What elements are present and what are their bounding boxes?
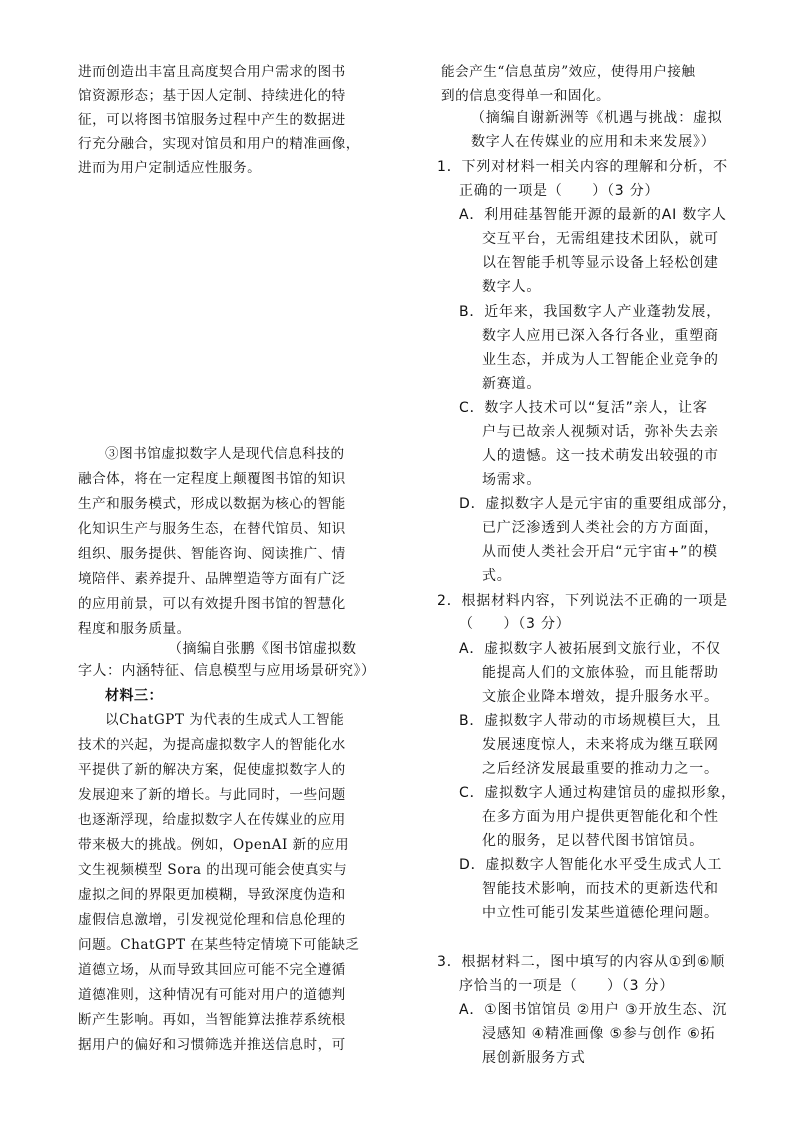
text-line: 据用户的偏好和习惯筛选并推送信息时，可 (78, 1037, 346, 1053)
text-line: 融合体，将在一定程度上颠覆图书馆的知识 (78, 471, 346, 487)
q1-option-a: 以在智能手机等显示设备上轻松创建 (482, 255, 719, 271)
q1-option-c: 场需求。 (482, 472, 542, 488)
q3-option-a: 浸感知 ④精准画像 ⑤参与创作 ⑥拓 (482, 1026, 716, 1042)
text-line: 能会产生“信息茧房”效应，使得用户接触 (441, 64, 696, 80)
text-line: 以ChatGPT 为代表的生成式人工智能 (105, 712, 345, 728)
text-line: 发展迎来了新的增长。与此同时，一些问题 (78, 787, 346, 803)
text-line: 带来极大的挑战。例如，OpenAI 新的应用 (78, 837, 350, 853)
text-line: 进而创造出丰富且高度契合用户需求的图书 (78, 64, 346, 80)
text-line: 也逐渐浮现，给虚拟数字人在传媒业的应用 (78, 812, 346, 828)
source-citation: （摘编自张鹏《图书馆虚拟数 (168, 641, 357, 657)
text-line: 技术的兴起，为提高虚拟数字人的智能化水 (78, 737, 346, 753)
q2-option-d: D．虚拟数字人智能化水平受生成式人工 (459, 857, 723, 873)
text-line: 化知识生产与服务生态，在替代馆员、知识 (78, 521, 346, 537)
q1-option-a: 交互平台，无需组建技术团队，就可 (482, 231, 719, 247)
text-line: 虚拟之间的界限更加模糊，导致深度伪造和 (78, 887, 346, 903)
q2-option-d: 中立性可能引发某些道德伦理问题。 (482, 905, 719, 921)
q1-option-d: 式。 (482, 568, 512, 584)
q1-option-c: 户与已故亲人视频对话，弥补失去亲 (482, 424, 719, 440)
question-3-stem: 3．根据材料二，图中填写的内容从①到⑥顺 (437, 954, 726, 970)
text-line: 道德立场，从而导致其回应可能不完全遵循 (78, 962, 346, 978)
q1-option-c: 人的遗憾。这一技术萌发出较强的市 (482, 448, 719, 464)
text-line: 进而为用户定制适应性服务。 (78, 160, 262, 176)
q2-option-a: 文旅企业降本增效，提升服务水平。 (482, 689, 719, 705)
text-line: 的应用前景，可以有效提升图书馆的智慧化 (78, 596, 346, 612)
q3-option-a: 展创新服务方式 (482, 1050, 586, 1066)
text-line: 文生视频模型 Sora 的出现可能会使真实与 (78, 862, 348, 878)
q1-option-d: D．虚拟数字人是元宇宙的重要组成部分， (459, 496, 737, 512)
text-line: 境陪伴、素养提升、品牌塑造等方面有广泛 (78, 571, 346, 587)
question-1-stem: 正确的一项是（ ）（3 分） (459, 183, 660, 199)
question-2-stem: 2．根据材料内容，下列说法不正确的一项是 (437, 593, 728, 609)
text-line: 虚假信息激增，引发视觉伦理和信息伦理的 (78, 912, 346, 928)
question-1-stem: 1．下列对材料一相关内容的理解和分析，不 (437, 159, 728, 175)
text-line: 到的信息变得单一和固化。 (441, 88, 611, 104)
text-line: 平提供了新的解决方案，促使虚拟数字人的 (78, 762, 346, 778)
text-line: 行充分融合，实现对馆员和用户的精准画像， (78, 136, 360, 152)
text-line: 断产生影响。再如，当智能算法推荐系统根 (78, 1012, 346, 1028)
q2-option-c: C．虚拟数字人通过构建馆员的虚拟形象， (459, 785, 736, 801)
q1-option-c: C．数字人技术可以“复活”亲人，让客 (459, 400, 708, 416)
text-line: 问题。ChatGPT 在某些特定情境下可能缺乏 (78, 937, 360, 953)
question-2-stem: （ ）（3 分） (459, 616, 571, 632)
q2-option-d: 智能技术影响，而技术的更新迭代和 (482, 881, 719, 897)
q2-option-b: 发展速度惊人，未来将成为继互联网 (482, 737, 719, 753)
q1-option-b: 业生态，并成为人工智能企业竞争的 (482, 352, 719, 368)
text-line: 生产和服务模式，形成以数据为核心的智能 (78, 496, 346, 512)
source-citation: 数字人在传媒业的应用和未来发展》） (471, 134, 716, 150)
q2-option-b: B．虚拟数字人带动的市场规模巨大，且 (459, 713, 722, 729)
q2-option-a: A．虚拟数字人被拓展到文旅行业，不仅 (459, 641, 721, 657)
text-line: 程度和服务质量。 (78, 621, 191, 637)
q1-option-a: 数字人。 (482, 279, 542, 295)
q1-option-b: 数字人应用已深入各行各业，重塑商 (482, 328, 719, 344)
source-citation: （摘编自谢新洲等《机遇与挑战：虚拟 (471, 110, 723, 126)
q1-option-d: 已广泛渗透到人类社会的方方面面， (482, 520, 719, 536)
text-line: 征，可以将图书馆服务过程中产生的数据进 (78, 112, 346, 128)
q1-option-a: A．利用硅基智能开源的最新的AI 数字人 (459, 207, 727, 223)
section-heading: 材料三： (105, 688, 163, 704)
question-3-stem: 序恰当的一项是（ ）（3 分） (459, 978, 675, 994)
q2-option-c: 在多方面为用户提供更智能化和个性 (482, 809, 719, 825)
q1-option-b: 新赛道。 (482, 376, 542, 392)
text-line: ③图书馆虚拟数字人是现代信息科技的 (105, 446, 345, 462)
text-line: 组织、服务提供、智能咨询、阅读推广、情 (78, 546, 346, 562)
text-line: 道德准则，这种情况有可能对用户的道德判 (78, 987, 346, 1003)
q1-option-b: B．近年来，我国数字人产业蓬勃发展， (459, 304, 722, 320)
source-citation: 字人：内涵特征、信息模型与应用场景研究》） (78, 663, 376, 679)
q2-option-b: 之后经济发展最重要的推动力之一。 (482, 761, 719, 777)
q1-option-d: 从而使人类社会开启“元宇宙+”的模 (482, 544, 718, 560)
q2-option-c: 化的服务，足以替代图书馆馆员。 (482, 833, 704, 849)
text-line: 馆资源形态；基于因人定制、持续进化的特 (78, 88, 346, 104)
q2-option-a: 能提高人们的文旅体验，而且能帮助 (482, 665, 719, 681)
q3-option-a: A．①图书馆馆员 ②用户 ③开放生态、沉 (459, 1002, 728, 1018)
